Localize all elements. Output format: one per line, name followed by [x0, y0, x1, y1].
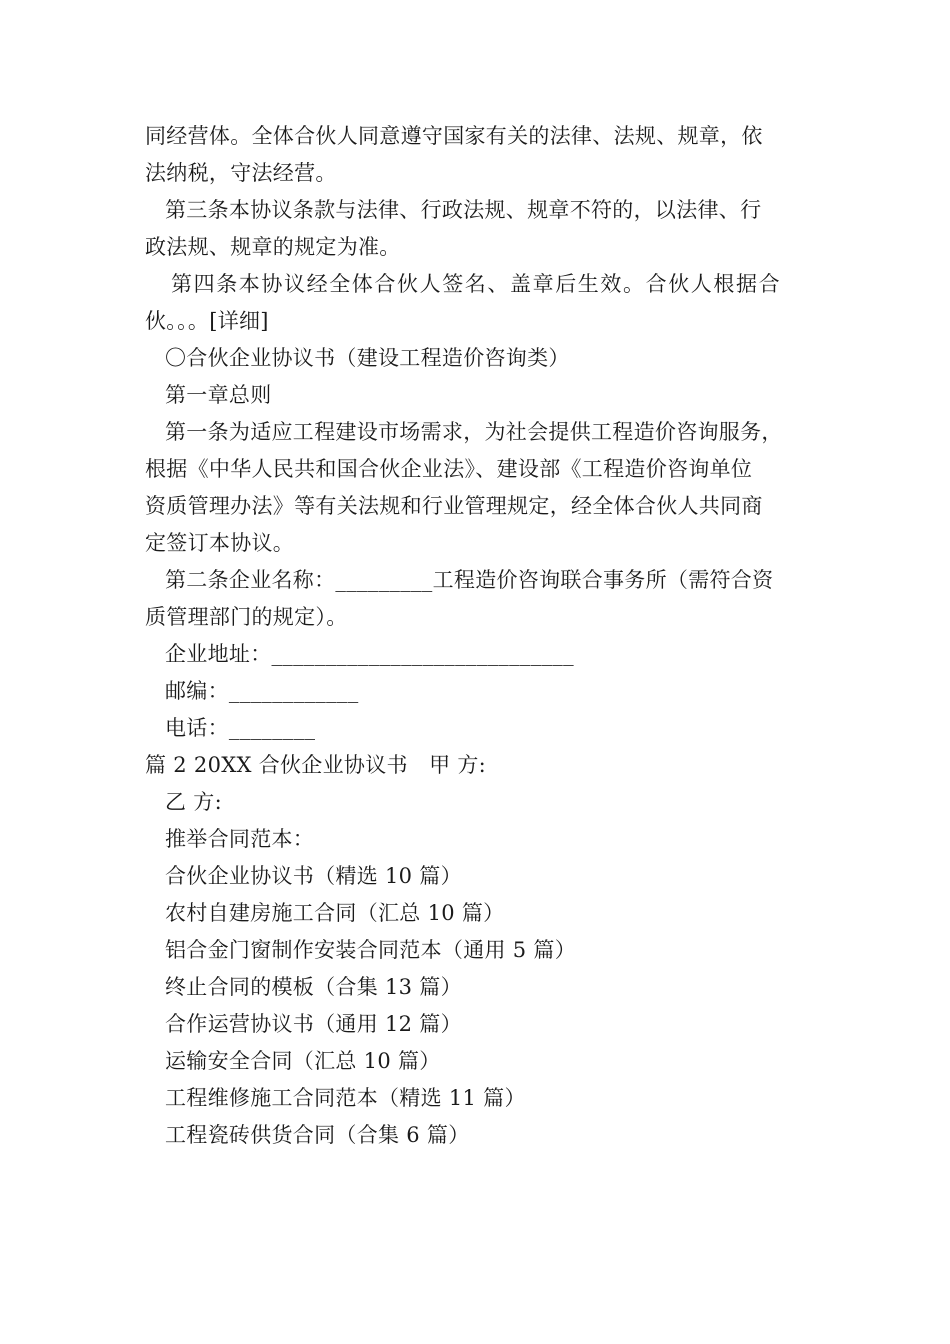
paragraph-line: 第三条本协议条款与法律、行政法规、规章不符的，以法律、行	[165, 198, 762, 222]
paragraph-line: 第一条为适应工程建设市场需求，为社会提供工程造价咨询服务，	[165, 420, 783, 444]
paragraph-line: 质管理部门的规定）。	[145, 605, 348, 629]
recommend-link[interactable]: 合作运营协议书（通用 12 篇）	[165, 1012, 462, 1036]
paragraph-line: 第二条企业名称：_________工程造价咨询联合事务所（需符合资	[165, 568, 774, 592]
address-field-line: 企业地址：____________________________	[165, 642, 574, 666]
recommend-link[interactable]: 工程维修施工合同范本（精选 11 篇）	[165, 1086, 526, 1110]
paragraph-line: 根据《中华人民共和国合伙企业法》、建设部《工程造价咨询单位	[145, 457, 753, 481]
recommend-link[interactable]: 铝合金门窗制作安装合同范本（通用 5 篇）	[165, 938, 577, 962]
recommend-link[interactable]: 工程瓷砖供货合同（合集 6 篇）	[165, 1123, 470, 1147]
recommend-link[interactable]: 合伙企业协议书（精选 10 篇）	[165, 864, 462, 888]
paragraph-line: 法纳税，守法经营。	[145, 161, 337, 185]
recommend-link[interactable]: 终止合同的模板（合集 13 篇）	[165, 975, 462, 999]
paragraph-line: 资质管理办法》等有关法规和行业管理规定，经全体合伙人共同商	[145, 494, 763, 518]
recommend-link[interactable]: 农村自建房施工合同（汇总 10 篇）	[165, 901, 505, 925]
recommend-link[interactable]: 运输安全合同（汇总 10 篇）	[165, 1049, 441, 1073]
section-heading: 〇合伙企业协议书（建设工程造价咨询类）	[165, 346, 570, 370]
recommend-heading: 推举合同范本：	[165, 827, 315, 851]
phone-field-line: 电话：________	[165, 716, 316, 740]
party-line: 乙 方:	[165, 790, 222, 814]
paragraph-line: 第四条本协议经全体合伙人签名、盖章后生效。合伙人根据合	[171, 272, 782, 296]
paragraph-line: 政法规、规章的规定为准。	[145, 235, 401, 259]
chapter-heading: 第一章总则	[165, 383, 272, 407]
paragraph-line: 定签订本协议。	[145, 531, 295, 555]
postcode-field-line: 邮编：____________	[165, 679, 359, 703]
paragraph-line: 同经营体。全体合伙人同意遵守国家有关的法律、法规、规章，依	[145, 124, 763, 148]
paragraph-line: 伙。。。[详细]	[145, 309, 269, 333]
section-heading: 篇 2 20XX 合伙企业协议书 甲 方:	[145, 753, 487, 777]
document-page	[145, 118, 815, 1154]
